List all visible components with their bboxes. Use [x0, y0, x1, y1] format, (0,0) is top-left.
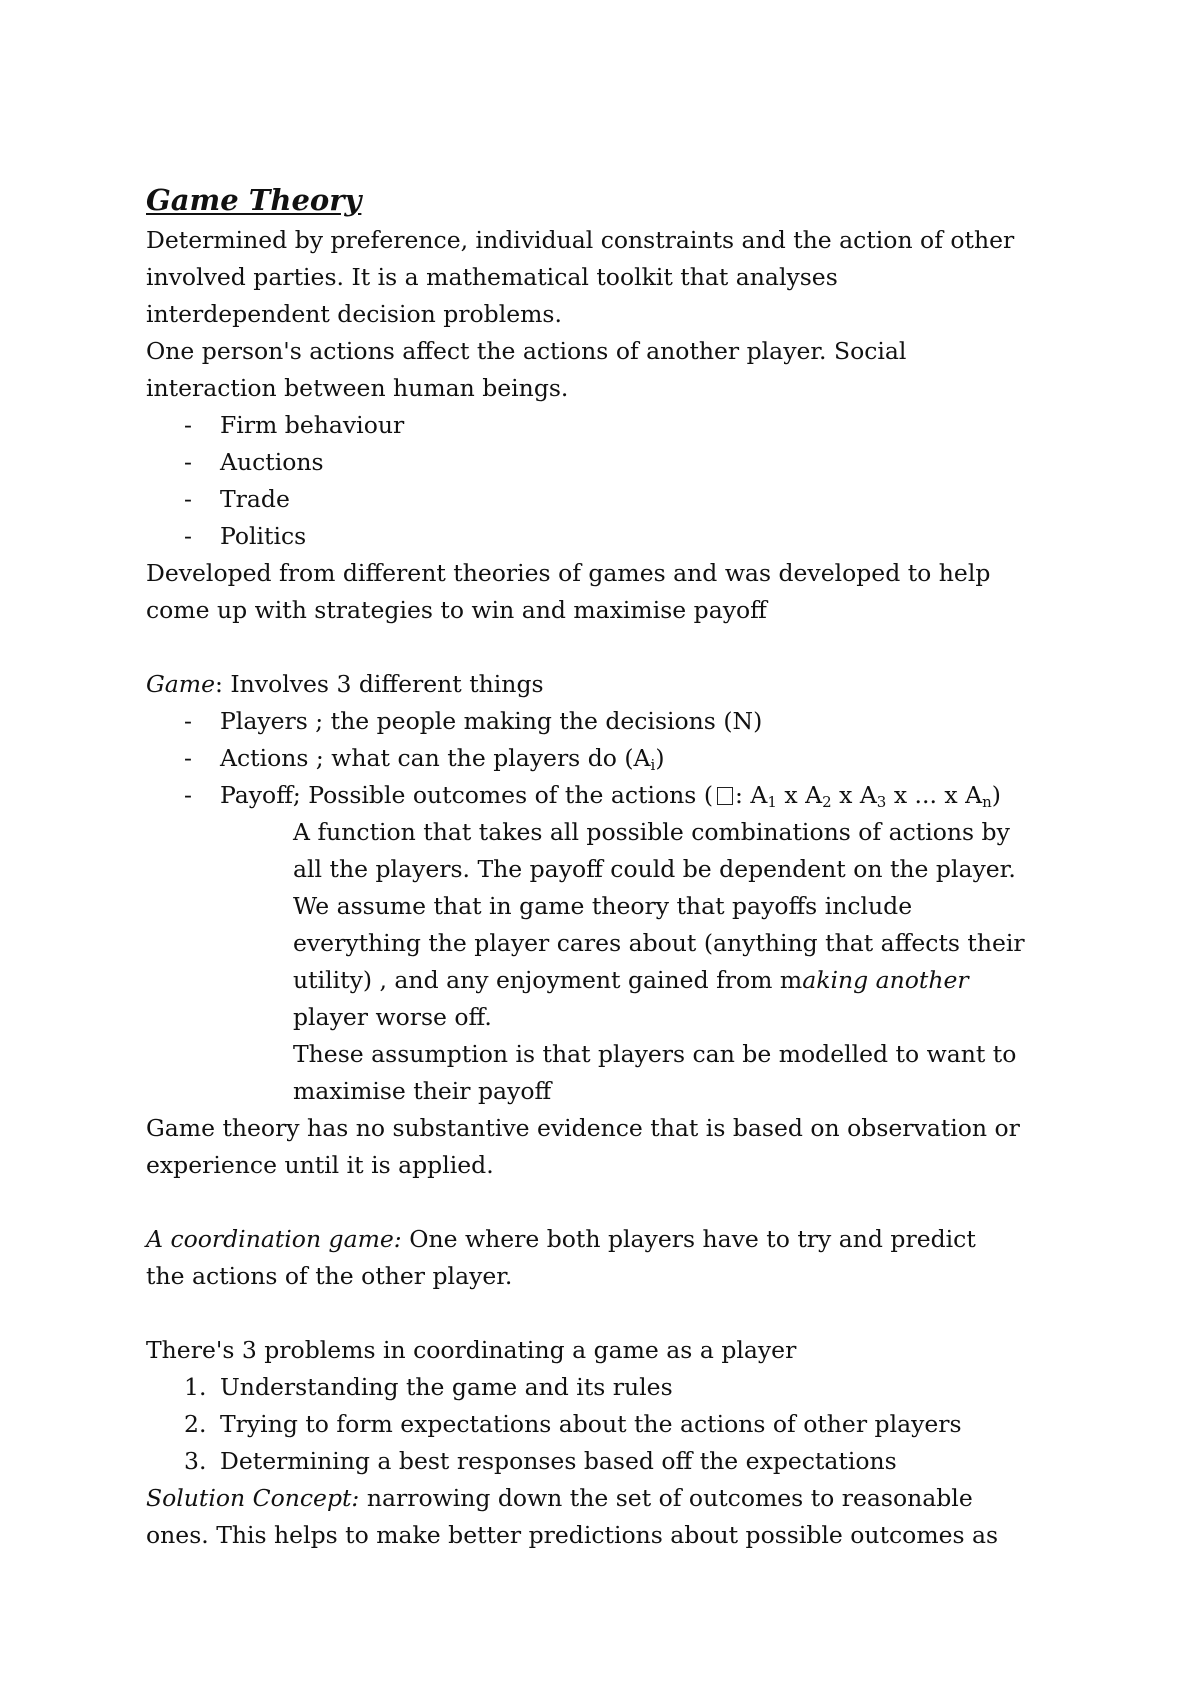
payoff-sub-1: 1: [767, 793, 777, 811]
game-definition-text: : Involves 3 different things: [214, 670, 544, 698]
page-title: Game Theory: [146, 183, 362, 217]
intro-line-1: Determined by preference, individual constraints and the action of other: [146, 226, 1015, 254]
payoff-formula-x1: x A: [776, 781, 823, 809]
coordination-line-1: [146, 1221, 1086, 1258]
example-text: Trade: [220, 485, 290, 513]
payoff-line-5-italic: aking another: [802, 966, 969, 994]
blank-line: [146, 629, 1086, 666]
dash-marker: -: [184, 411, 192, 439]
payoff-line-2: all the players. The payoff could be dependent on the player.: [293, 855, 1016, 883]
list-number: 3.: [184, 1447, 207, 1475]
evidence-line-1: Game theory has no substantive evidence that is based on observation or: [146, 1114, 1020, 1142]
payoff-line-1: A function that takes all possible combinations of actions by: [293, 818, 1010, 846]
payoff-formula-x3: x ... x A: [886, 781, 983, 809]
example-item-auctions: [146, 444, 1086, 481]
coordination-line-2: the actions of the other player.: [146, 1262, 513, 1290]
payoff-formula-colon: : A: [735, 781, 768, 809]
game-definition: [146, 666, 1086, 703]
intro-line-5: interaction between human beings.: [146, 374, 569, 402]
payoff-line-5-text: utility) , and any enjoyment gained from m: [293, 966, 803, 994]
blank-line: [146, 1184, 1086, 1221]
payoff-line-7: These assumption is that players can be modelled to want to: [293, 1040, 1017, 1068]
example-text: Auctions: [220, 448, 324, 476]
list-number: 1.: [184, 1373, 207, 1401]
problem-text: Determining a best responses based off the expectations: [220, 1447, 897, 1475]
developed-line-1: Developed from different theories of games and was developed to help: [146, 559, 991, 587]
dash-marker: -: [184, 707, 192, 735]
example-text: Firm behaviour: [220, 411, 405, 439]
evidence-line-2: experience until it is applied.: [146, 1151, 494, 1179]
game-term: Game: [146, 670, 215, 698]
problem-item-1: [146, 1369, 1086, 1406]
payoff-line-4: everything the player cares about (anything that affects their: [293, 929, 1025, 957]
coordination-text: One where both players have to try and predict: [401, 1225, 976, 1253]
coordination-term: A coordination game:: [146, 1225, 402, 1253]
actions-subscript: i: [650, 756, 656, 774]
solution-term: Solution Concept:: [146, 1484, 360, 1512]
problem-item-3: [146, 1443, 1086, 1480]
solution-line-1: [146, 1480, 1086, 1517]
example-text: Politics: [220, 522, 307, 550]
missing-glyph-icon: [717, 787, 733, 805]
list-number: 2.: [184, 1410, 207, 1438]
game-item-actions: [146, 740, 1086, 777]
game-item-payoff: [146, 777, 1086, 814]
example-item-firm: [146, 407, 1086, 444]
actions-text: Actions ; what can the players do (A: [220, 744, 651, 772]
example-item-politics: [146, 518, 1086, 555]
blank-line: [146, 1295, 1086, 1332]
intro-line-3: interdependent decision problems.: [146, 300, 562, 328]
solution-text: narrowing down the set of outcomes to reasonable: [359, 1484, 973, 1512]
payoff-text: Payoff; Possible outcomes of the actions (: [220, 781, 713, 809]
game-item-players: [146, 703, 1086, 740]
problem-text: Trying to form expectations about the actions of other players: [220, 1410, 962, 1438]
problem-item-2: [146, 1406, 1086, 1443]
payoff-sub-2: 2: [822, 793, 832, 811]
problems-intro: There's 3 problems in coordinating a game as a player: [146, 1336, 797, 1364]
dash-marker: -: [184, 781, 192, 809]
payoff-line-5: [146, 962, 1086, 999]
payoff-formula-close: ): [991, 781, 1001, 809]
dash-marker: -: [184, 485, 192, 513]
payoff-sub-3: 3: [876, 793, 887, 811]
dash-marker: -: [184, 448, 192, 476]
dash-marker: -: [184, 522, 192, 550]
players-text: Players ; the people making the decisions (N): [220, 707, 763, 735]
document-body: [146, 178, 1086, 1554]
actions-close: ): [655, 744, 665, 772]
dash-marker: -: [184, 744, 192, 772]
problem-text: Understanding the game and its rules: [220, 1373, 673, 1401]
payoff-line-6: player worse off.: [293, 1003, 492, 1031]
solution-line-2: ones. This helps to make better predictions about possible outcomes as: [146, 1521, 999, 1549]
payoff-line-3: We assume that in game theory that payoffs include: [293, 892, 913, 920]
intro-line-2: involved parties. It is a mathematical toolkit that analyses: [146, 263, 838, 291]
payoff-line-8: maximise their payoff: [293, 1077, 552, 1105]
payoff-sub-n: n: [982, 793, 992, 811]
payoff-formula-x2: x A: [831, 781, 877, 809]
example-item-trade: [146, 481, 1086, 518]
intro-line-4: One person's actions affect the actions of another player. Social: [146, 337, 907, 365]
developed-line-2: come up with strategies to win and maximise payoff: [146, 596, 767, 624]
